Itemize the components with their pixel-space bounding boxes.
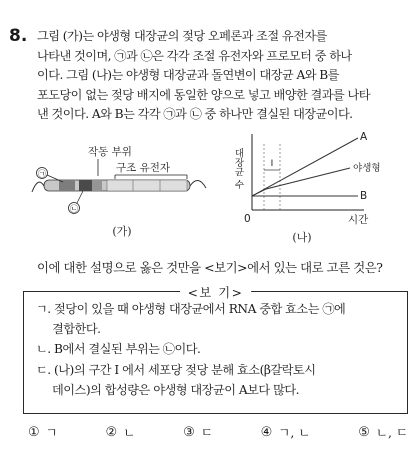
interval-label: I (270, 159, 274, 169)
bogi-title: <보 기> (180, 283, 252, 301)
choice-text: ㄱ, ㄴ (278, 425, 311, 440)
bogi-item-text: B에서 결실된 부위는 ㉡이다. (54, 342, 201, 356)
question-stem (37, 27, 412, 125)
stem-line: 나타낸 것이며, ㉠과 ㉡은 각각 조절 유전자와 프로모터 중 하나 (37, 48, 352, 63)
choice-number: ③ (183, 424, 195, 440)
x-axis-label: 시간 (348, 214, 369, 226)
choice-number: ① (28, 424, 40, 440)
bogi-item-continuation: 데이스)의 합성량은 야생형 대장균이 A보다 많다. (52, 382, 299, 397)
label-circle-1: ㉠ (38, 169, 46, 179)
bogi-item-marker: ㄷ. (36, 363, 51, 377)
action-site-label: 작동 부위 (88, 146, 132, 158)
origin-label: 0 (244, 213, 251, 225)
choice-text: ㄴ (123, 425, 136, 440)
structural-genes-label: 구조 유전자 (116, 162, 171, 174)
figure-a-operon-diagram (30, 136, 220, 246)
figure-b-caption: (나) (292, 231, 312, 244)
bogi-item-marker: ㄴ. (36, 342, 51, 356)
dna-left-break (32, 182, 44, 192)
bogi-box (23, 286, 408, 414)
choice-3[interactable] (183, 423, 213, 441)
bogi-item-text: (나)의 구간 Ⅰ 에서 세포당 젖당 분해 효소(β갈락토시 (54, 363, 316, 377)
stem-line: 그림 (가)는 야생형 대장균의 젖당 오페론과 조절 유전자를 (37, 29, 327, 43)
choice-text: ㄷ (200, 425, 213, 440)
dna-right-break (190, 180, 206, 188)
choice-number: ⑤ (358, 424, 370, 440)
choice-number: ② (105, 424, 118, 440)
curve-a-label: A (360, 131, 368, 143)
structural-genes-region (107, 180, 187, 191)
question-prompt: 이에 대한 설명으로 옳은 것만을 <보기>에서 있는 대로 고른 것은? (37, 260, 383, 275)
question-number: 8. (9, 26, 28, 46)
bogi-item-continuation: 결합한다. (52, 321, 101, 336)
bogi-item (36, 340, 200, 360)
choice-2[interactable] (106, 423, 136, 441)
curve-wild-type (252, 168, 350, 196)
choice-number: ④ (260, 424, 273, 440)
gene-region-2 (79, 180, 92, 191)
y-axis-label: 대장균 수 (232, 148, 244, 190)
stem-line: 낸 것이다. A와 B는 각각 ㉠과 ㉡ 중 하나만 결실된 대장균이다. (37, 107, 353, 122)
stem-line: 포도당이 없는 젖당 배지에 동일한 양으로 넣고 배양한 결과를 나타 (37, 87, 370, 102)
figure-b-growth-graph (232, 126, 397, 251)
curve-wild-type-label: 야생형 (353, 163, 381, 174)
curve-b-label: B (360, 190, 368, 202)
figure-a-caption: (가) (112, 225, 132, 238)
choice-4[interactable] (261, 423, 311, 441)
choice-text: ㄱ (45, 425, 58, 440)
bogi-item-marker: ㄱ. (36, 302, 51, 316)
stem-line: 이다. 그림 (나)는 야생형 대장균과 돌연변이 대장균 A와 B를 (37, 68, 339, 83)
choice-5[interactable] (358, 423, 408, 441)
label-circle-2: ㉡ (70, 204, 78, 214)
choice-text: ㄴ, ㄷ (375, 425, 408, 440)
answer-choices (28, 423, 408, 441)
action-site-region (92, 180, 102, 191)
curve-a (252, 138, 358, 196)
bogi-item (36, 300, 345, 339)
choice-1[interactable] (28, 423, 58, 441)
bogi-item-text: 젖당이 있을 때 야생형 대장균에서 RNA 중합 효소는 ㉠에 (54, 302, 346, 316)
bogi-item (36, 361, 315, 400)
